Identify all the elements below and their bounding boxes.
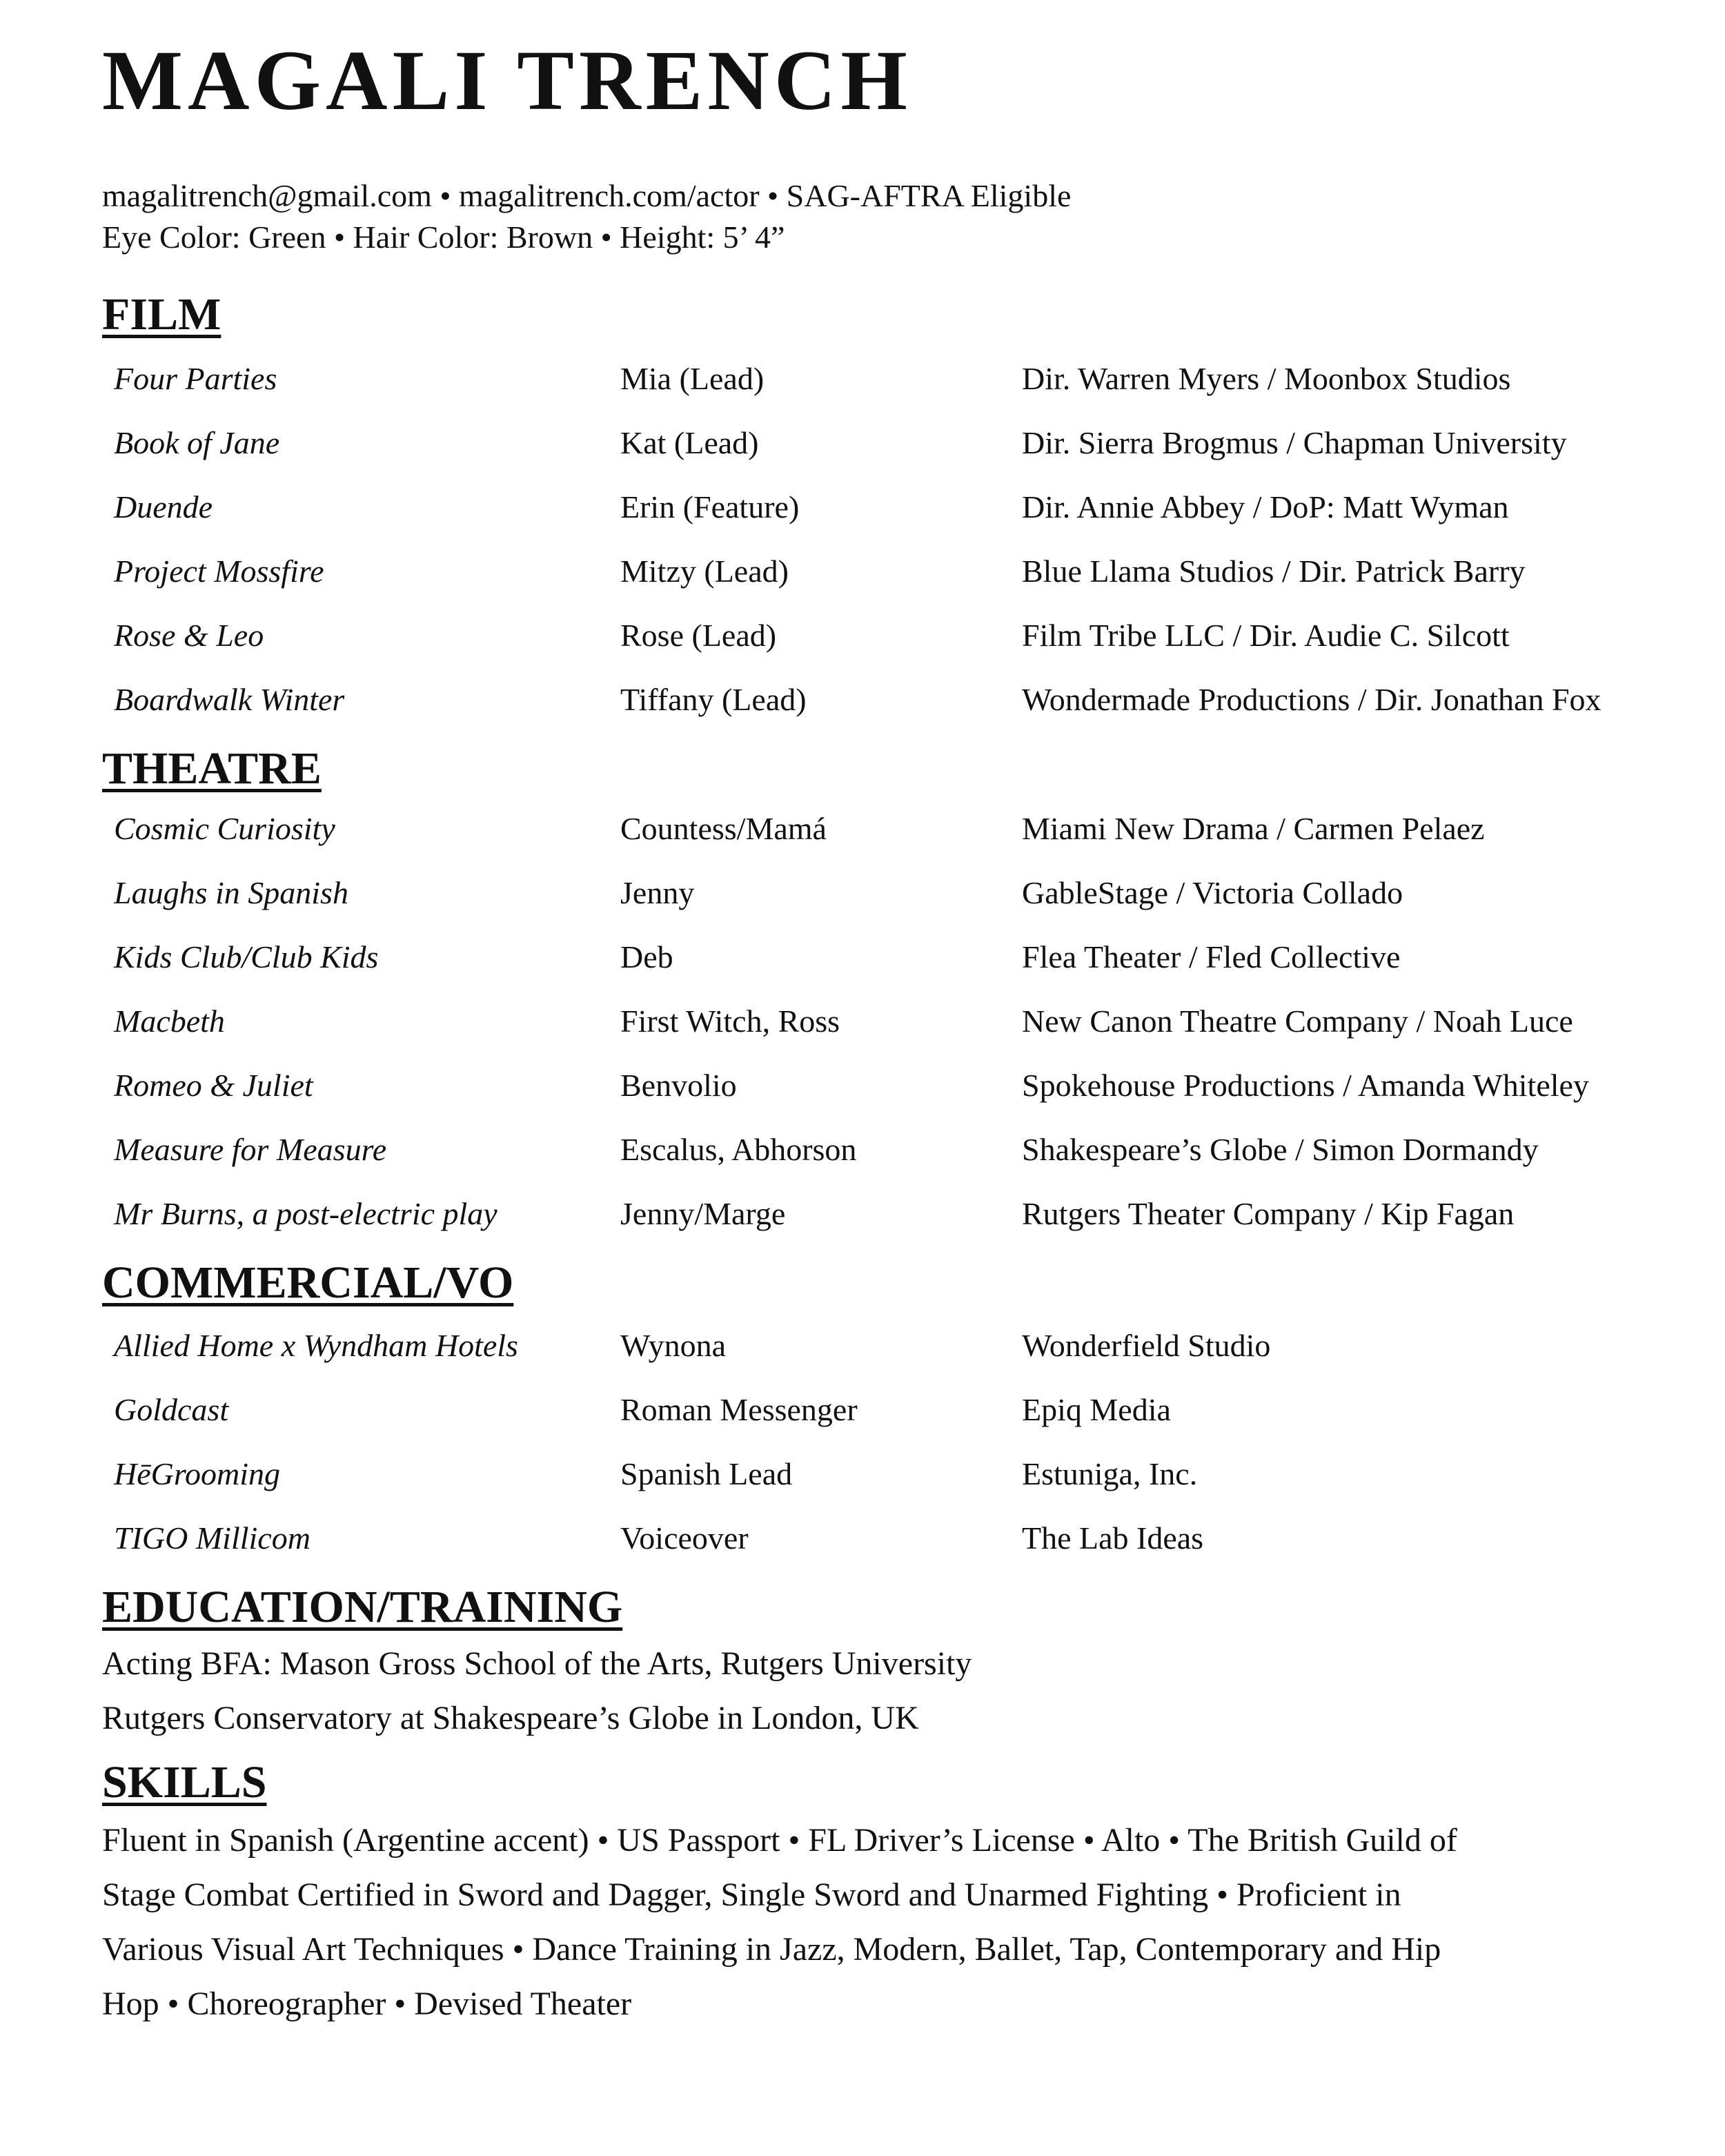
credit-title: Kids Club/Club Kids <box>114 939 379 974</box>
credit-company: Spokehouse Productions / Amanda Whiteley <box>1022 1068 1589 1103</box>
credit-row <box>102 1182 1662 1246</box>
credit-role: Jenny <box>620 875 695 910</box>
education-section <box>102 1580 1662 1745</box>
credit-company: Wondermade Productions / Dir. Jonathan Fox <box>1022 682 1601 717</box>
credit-row <box>102 1378 1662 1442</box>
credit-row <box>102 411 1662 475</box>
credit-title: Rose & Leo <box>114 618 264 653</box>
credit-role: Benvolio <box>620 1068 737 1103</box>
skills-heading: SKILLS <box>102 1757 267 1807</box>
contact-line: magalitrench@gmail.com • magalitrench.com/actor • SAG-AFTRA Eligible <box>102 178 1072 213</box>
skills-text <box>102 1813 1662 2031</box>
credit-company: Dir. Sierra Brogmus / Chapman University <box>1022 425 1567 460</box>
credit-row <box>102 539 1662 603</box>
actor-name: MAGALI TRENCH <box>102 33 912 128</box>
credit-role: Kat (Lead) <box>620 425 759 460</box>
credit-role: Rose (Lead) <box>620 618 777 653</box>
film-section <box>102 287 1662 732</box>
credit-company: Dir. Warren Myers / Moonbox Studios <box>1022 361 1511 396</box>
credit-title: Duende <box>114 489 213 525</box>
skills-line: Stage Combat Certified in Sword and Dagger, Single Sword and Unarmed Fighting • Proficient in <box>102 1876 1401 1913</box>
credit-role: Voiceover <box>620 1520 749 1556</box>
credit-row <box>102 925 1662 989</box>
credit-company: Estuniga, Inc. <box>1022 1456 1198 1491</box>
education-list <box>102 1636 1662 1745</box>
credit-title: Mr Burns, a post-electric play <box>114 1196 497 1231</box>
credit-title: Laughs in Spanish <box>114 875 348 910</box>
credit-row <box>102 1442 1662 1506</box>
skills-section <box>102 1755 1662 2031</box>
credit-role: First Witch, Ross <box>620 1003 840 1039</box>
credit-row <box>102 796 1662 861</box>
credit-title: Four Parties <box>114 361 277 396</box>
credit-title: Macbeth <box>114 1003 225 1039</box>
credit-row <box>102 603 1662 667</box>
credit-row <box>102 1313 1662 1378</box>
credit-title: Romeo & Juliet <box>114 1068 313 1103</box>
credit-company: Dir. Annie Abbey / DoP: Matt Wyman <box>1022 489 1509 525</box>
credit-title: Allied Home x Wyndham Hotels <box>114 1328 518 1363</box>
credit-company: Film Tribe LLC / Dir. Audie C. Silcott <box>1022 618 1510 653</box>
resume-page <box>102 33 1662 2031</box>
credit-row <box>102 475 1662 539</box>
credit-company: Wonderfield Studio <box>1022 1328 1271 1363</box>
credit-role: Deb <box>620 939 673 974</box>
credit-row <box>102 1506 1662 1570</box>
credit-title: Project Mossfire <box>114 553 324 589</box>
credit-row <box>102 861 1662 925</box>
film-credits-table <box>102 346 1662 732</box>
credit-role: Tiffany (Lead) <box>620 682 807 717</box>
credit-role: Erin (Feature) <box>620 489 800 525</box>
credit-role: Mitzy (Lead) <box>620 553 789 589</box>
credit-title: TIGO Millicom <box>114 1520 310 1556</box>
credit-company: GableStage / Victoria Collado <box>1022 875 1403 910</box>
credit-row <box>102 1053 1662 1117</box>
credit-role: Roman Messenger <box>620 1392 858 1427</box>
theatre-section <box>102 741 1662 1246</box>
contact-info <box>102 175 1662 258</box>
credit-row <box>102 667 1662 732</box>
commercial-section <box>102 1255 1662 1570</box>
skills-line: Various Visual Art Techniques • Dance Training in Jazz, Modern, Ballet, Tap, Contemporary and Hip <box>102 1931 1441 1968</box>
commercial-credits-table <box>102 1313 1662 1570</box>
credit-role: Countess/Mamá <box>620 811 827 846</box>
credit-title: Cosmic Curiosity <box>114 811 335 846</box>
credit-row <box>102 989 1662 1053</box>
credit-title: Book of Jane <box>114 425 280 460</box>
credit-title: Boardwalk Winter <box>114 682 345 717</box>
education-item: Acting BFA: Mason Gross School of the Arts, Rutgers University <box>102 1645 972 1682</box>
credit-company: The Lab Ideas <box>1022 1520 1204 1556</box>
theatre-heading: THEATRE <box>102 743 322 794</box>
credit-company: Miami New Drama / Carmen Pelaez <box>1022 811 1485 846</box>
skills-line: Fluent in Spanish (Argentine accent) • US Passport • FL Driver’s License • Alto • The British Guild of <box>102 1822 1457 1859</box>
education-item: Rutgers Conservatory at Shakespeare’s Globe in London, UK <box>102 1700 919 1736</box>
credit-company: Epiq Media <box>1022 1392 1171 1427</box>
credit-row <box>102 346 1662 411</box>
theatre-credits-table <box>102 796 1662 1246</box>
credit-role: Wynona <box>620 1328 727 1363</box>
credit-row <box>102 1117 1662 1182</box>
commercial-heading: COMMERCIAL/VO <box>102 1257 514 1308</box>
credit-role: Spanish Lead <box>620 1456 793 1491</box>
skills-line: Hop • Choreographer • Devised Theater <box>102 1986 632 2022</box>
education-heading: EDUCATION/TRAINING <box>102 1582 623 1632</box>
credit-title: Measure for Measure <box>114 1132 387 1167</box>
credit-role: Mia (Lead) <box>620 361 765 396</box>
film-heading: FILM <box>102 289 221 340</box>
credit-title: Goldcast <box>114 1392 229 1427</box>
credit-company: Blue Llama Studios / Dir. Patrick Barry <box>1022 553 1526 589</box>
credit-title: HēGrooming <box>114 1456 281 1491</box>
credit-company: Rutgers Theater Company / Kip Fagan <box>1022 1196 1515 1231</box>
credit-role: Jenny/Marge <box>620 1196 786 1231</box>
credit-company: New Canon Theatre Company / Noah Luce <box>1022 1003 1573 1039</box>
credit-company: Flea Theater / Fled Collective <box>1022 939 1401 974</box>
attributes-line: Eye Color: Green • Hair Color: Brown • Height: 5’ 4” <box>102 219 785 255</box>
credit-role: Escalus, Abhorson <box>620 1132 857 1167</box>
credit-company: Shakespeare’s Globe / Simon Dormandy <box>1022 1132 1539 1167</box>
